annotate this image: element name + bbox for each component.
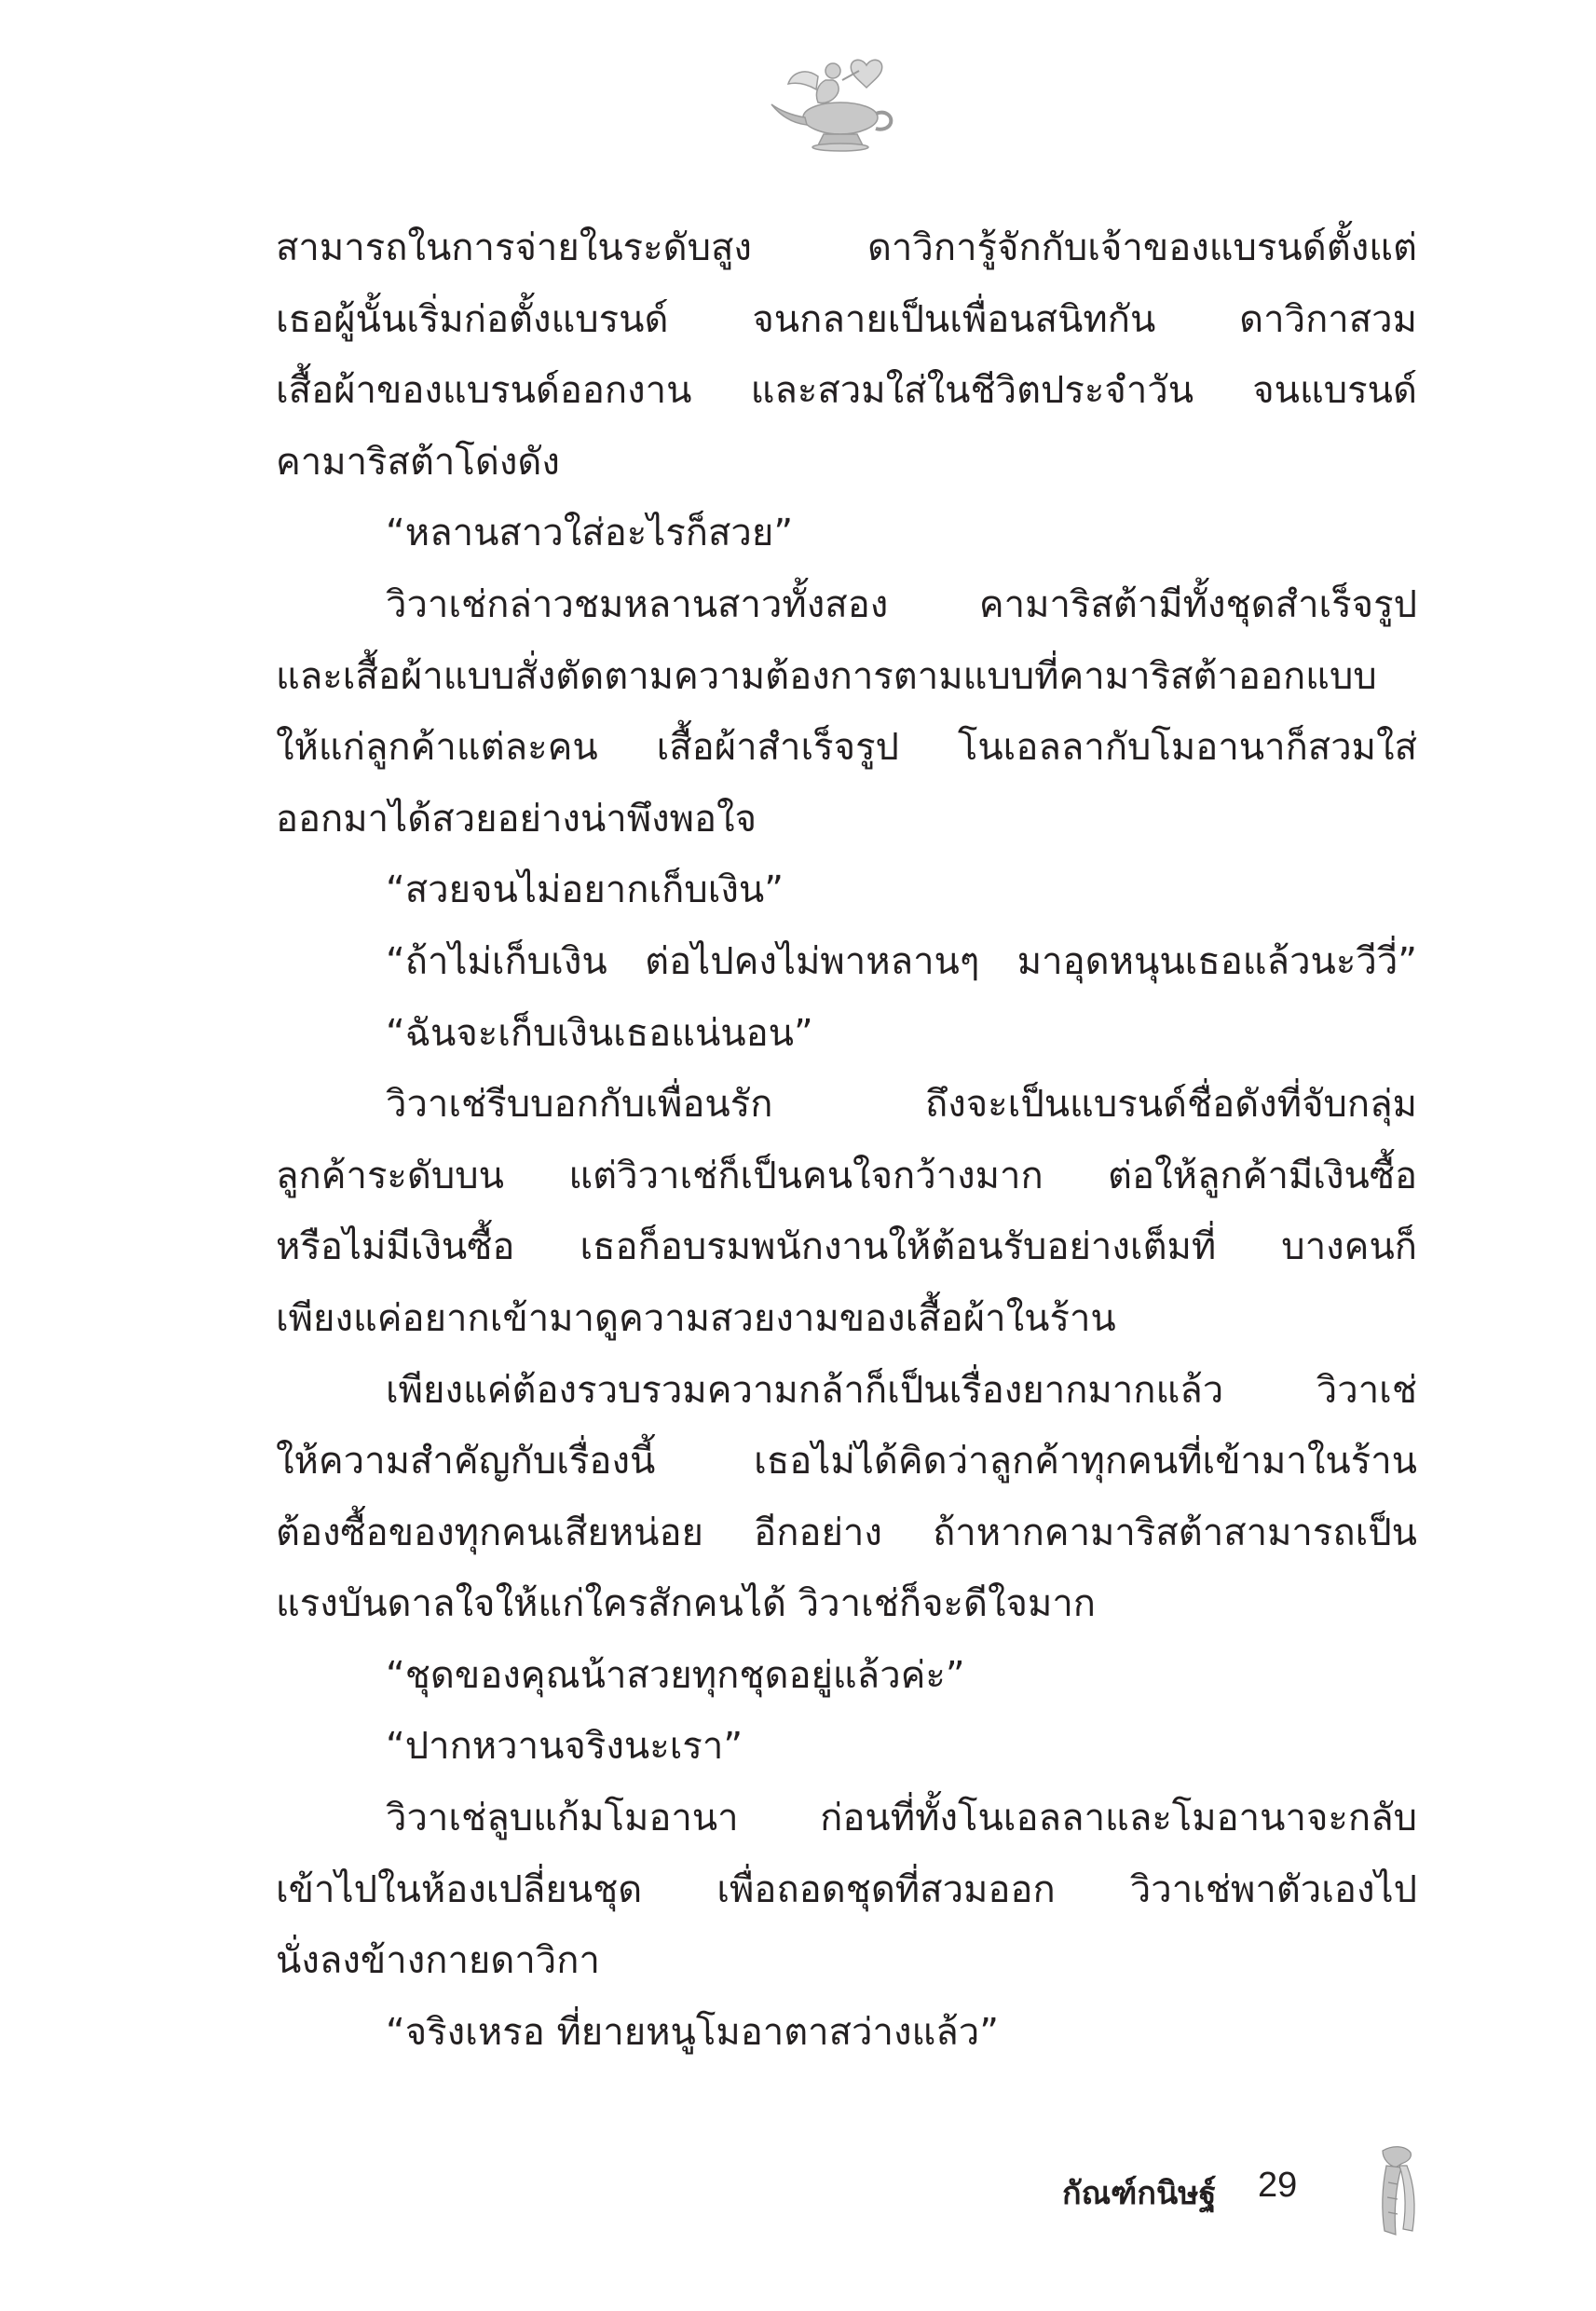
text-line: ออกมาได้สวยอย่างน่าพึงพอใจ [276,797,757,841]
text-line: ให้แก่ลูกค้าแต่ละคน เสื้อผ้าสำเร็จรูป โนเอลลากับโมอานาก็สวมใส่ [276,726,1417,770]
dialogue-line: “สวยจนไม่อยากเก็บเงิน” [386,868,784,912]
book-title: กัณฑ์กนิษฐ์ [1062,2175,1217,2212]
text-line: วิวาเช่ลูบแก้มโมอานา ก่อนที่ทั้งโนเอลลาและโมอานาจะกลับ [386,1797,1417,1840]
dialogue-line: “จริงเหรอ ที่ยายหนูโมอาตาสว่างแล้ว” [386,2010,999,2054]
text-line: เพียงแค่ต้องรวบรวมความกล้าก็เป็นเรื่องยากมากแล้ว วิวาเช่ [386,1368,1417,1412]
text-line: แรงบันดาลใจให้แก่ใครสักคนได้ วิวาเช่ก็จะดีใจมาก [276,1582,1096,1626]
magic-lamp-ornament-icon [766,52,906,155]
dialogue-line: “ปากหวานจริงนะเรา” [386,1725,743,1769]
text-line: เสื้อผ้าของแบรนด์ออกงาน และสวมใส่ในชีวิตประจำวัน จนแบรนด์ [276,369,1417,413]
text-line: สามารถในการจ่ายในระดับสูง ดาวิการู้จักกับเจ้าของแบรนด์ตั้งแต่ [276,226,1417,269]
dialogue-line: “ถ้าไม่เก็บเงิน ต่อไปคงไม่พาหลานๆ มาอุดหนุนเธอแล้วนะวีวี่” [386,939,1417,983]
text-line: ลูกค้าระดับบน แต่วิวาเช่ก็เป็นคนใจกว้างมาก ต่อให้ลูกค้ามีเงินซื้อ [276,1154,1417,1197]
text-line: ให้ความสำคัญกับเรื่องนี้ เธอไม่ได้คิดว่าลูกค้าทุกคนที่เข้ามาในร้าน [276,1440,1417,1484]
text-line: วิวาเช่กล่าวชมหลานสาวทั้งสอง คามาริสต้ามีทั้งชุดสำเร็จรูป [386,582,1417,626]
body-text [276,212,1417,2068]
page-footer [1062,2162,1463,2218]
text-line: นั่งลงข้างกายดาวิกา [276,1939,600,1983]
scarf-ornament-icon [1370,2145,1422,2238]
text-line: เข้าไปในห้องเปลี่ยนชุด เพื่อถอดชุดที่สวมออก วิวาเช่พาตัวเองไป [276,1867,1417,1911]
text-line: หรือไม่มีเงินซื้อ เธอก็อบรมพนักงานให้ต้อนรับอย่างเต็มที่ บางคนก็ [276,1225,1417,1269]
dialogue-line: “ชุดของคุณน้าสวยทุกชุดอยู่แล้วค่ะ” [386,1653,965,1697]
text-line: เธอผู้นั้นเริ่มก่อตั้งแบรนด์ จนกลายเป็นเพื่อนสนิทกัน ดาวิกาสวม [276,297,1417,341]
page-number: 29 [1258,2166,1298,2205]
text-line: และเสื้อผ้าแบบสั่งตัดตามความต้องการตามแบบที่คามาริสต้าออกแบบ [276,654,1377,698]
text-line: เพียงแค่อยากเข้ามาดูความสวยงามของเสื้อผ้าในร้าน [276,1296,1116,1340]
text-line: ต้องซื้อของทุกคนเสียหน่อย อีกอย่าง ถ้าหากคามาริสต้าสามารถเป็น [276,1511,1417,1554]
text-line: วิวาเช่รีบบอกกับเพื่อนรัก ถึงจะเป็นแบรนด์ชื่อดังที่จับกลุ่ม [386,1083,1417,1127]
dialogue-line: “หลานสาวใส่อะไรก็สวย” [386,512,794,555]
dialogue-line: “ฉันจะเก็บเงินเธอแน่นอน” [386,1011,813,1055]
text-line: คามาริสต้าโด่งดัง [276,440,560,484]
